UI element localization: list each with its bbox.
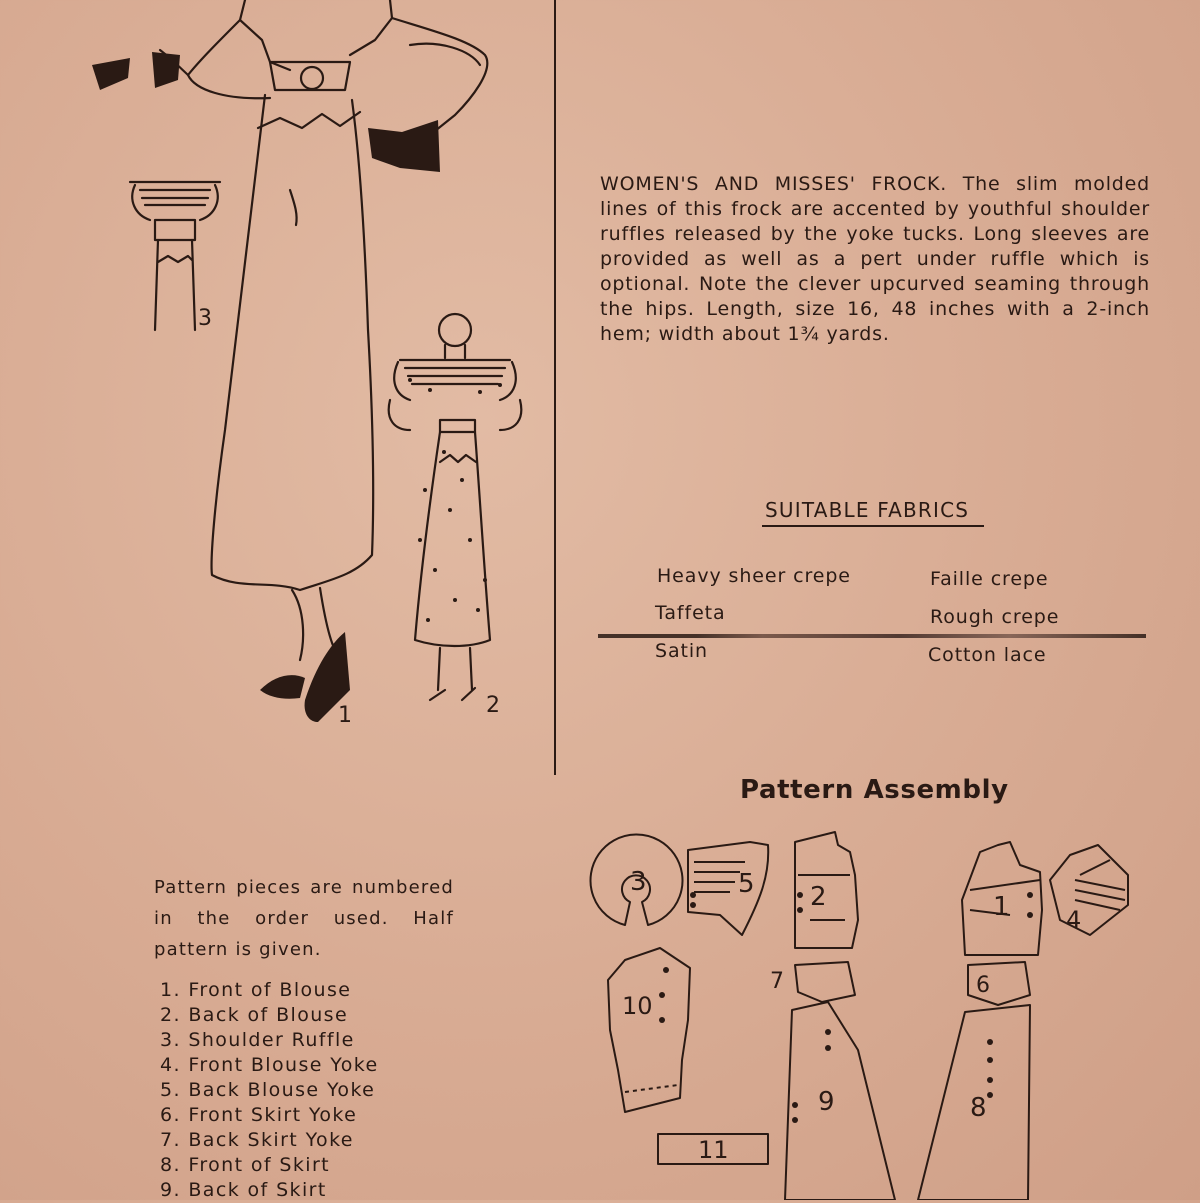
piece-label-9: 9 [818,1087,835,1117]
figure-view-2 [389,314,522,700]
pattern-piece-item: 4. Front Blouse Yoke [160,1054,379,1076]
fabric-right-1: Faille crepe [930,568,1049,590]
pattern-pieces-intro: Pattern pieces are numbered in the order used. Half pattern is given. [154,877,454,960]
pattern-piece-item: 1. Front of Blouse [160,979,352,1001]
pattern-piece-item: 2. Back of Blouse [160,1004,349,1026]
pattern-piece-item: 8. Front of Skirt [160,1154,331,1176]
pattern-assembly-title: Pattern Assembly [740,775,1009,805]
piece-label-11: 11 [698,1136,729,1164]
pattern-piece-item: 9. Back of Skirt [160,1179,327,1201]
pattern-pieces-list [160,978,379,1203]
view-label-3: 3 [198,306,212,331]
piece-10-outline [608,948,690,1112]
view-label-2: 2 [486,693,500,718]
fabric-right-3: Cotton lace [928,644,1047,666]
piece-9-outline [785,1002,895,1200]
piece-label-2: 2 [810,882,827,912]
pattern-piece-item: 7. Back Skirt Yoke [160,1129,354,1151]
pattern-piece-item: 6. Front Skirt Yoke [160,1104,358,1126]
pattern-piece-item: 3. Shoulder Ruffle [160,1029,355,1051]
fabrics-title-underline [762,525,984,527]
piece-label-1: 1 [993,892,1010,922]
fabric-left-2: Taffeta [655,602,726,624]
pattern-assembly-diagram [570,820,1170,1200]
piece-label-5: 5 [738,869,755,899]
piece-4-outline [1050,845,1128,935]
piece-label-7: 7 [770,969,784,994]
piece-label-3: 3 [630,867,647,897]
piece-7-outline [795,962,855,1002]
frock-illustration [0,0,554,740]
suitable-fabrics-title: SUITABLE FABRICS [765,498,970,522]
fabrics-rule [598,634,1146,638]
frock-description: WOMEN'S AND MISSES' FROCK. The slim molded lines of this frock are accented by youthful shoulder ruffles released by the yoke tucks. Long sleeves are provided as well as a pert under ruffle which is optional. Note the clever upcurved seaming through the hips. Length, size 16, 48 inches with a 2-inch hem; width about 1¾ yards. [600,173,1150,345]
fabric-left-1: Heavy sheer crepe [657,565,851,587]
pattern-piece-item: 5. Back Blouse Yoke [160,1079,376,1101]
piece-label-10: 10 [622,992,653,1020]
column-divider [554,0,556,775]
view-label-1: 1 [338,703,352,728]
piece-5-outline [688,842,768,935]
piece-label-8: 8 [970,1093,987,1123]
piece-label-4: 4 [1066,906,1082,934]
fabric-left-3: Satin [655,640,708,662]
piece-label-6: 6 [976,973,990,998]
fabric-right-2: Rough crepe [930,606,1060,628]
